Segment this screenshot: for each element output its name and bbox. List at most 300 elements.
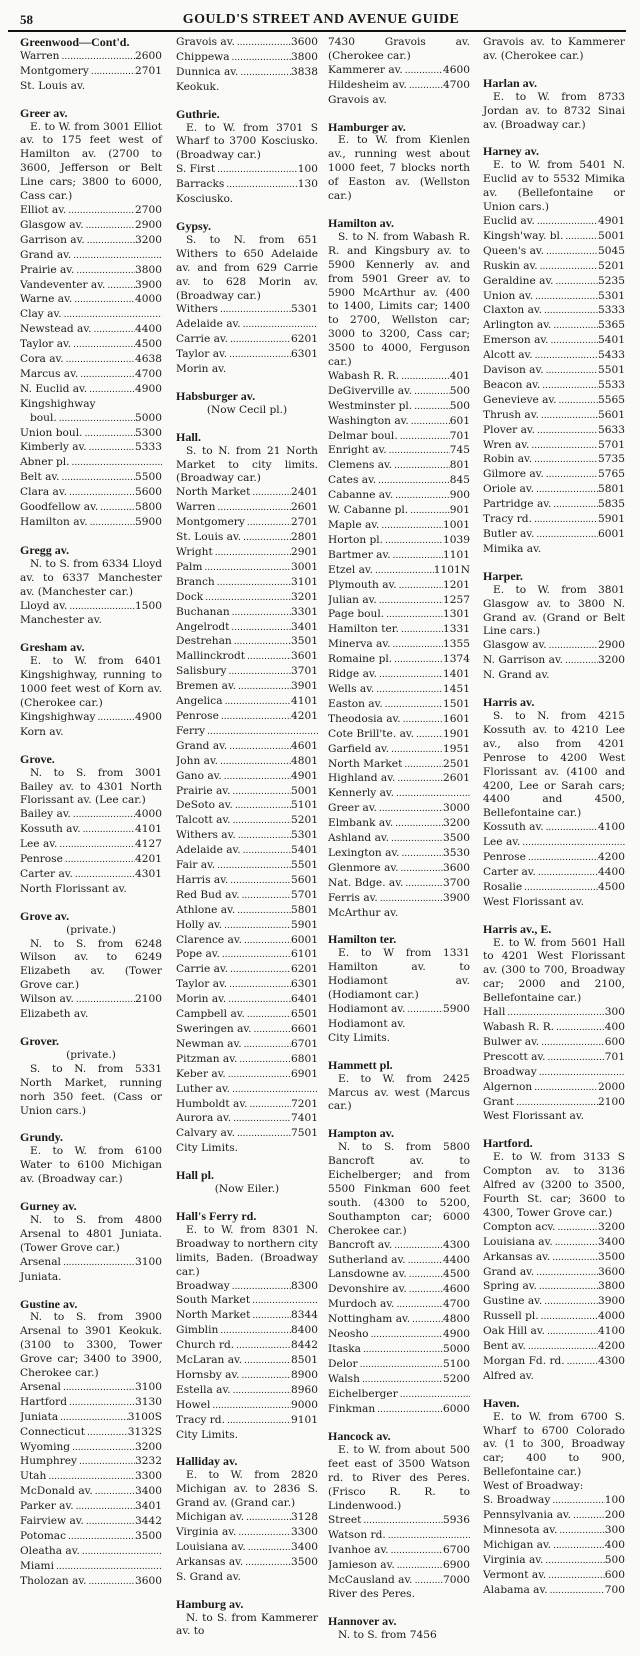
- street-description: N. to S. from Kammerer av. to: [176, 1611, 318, 1638]
- house-number: 1101: [443, 548, 470, 561]
- cross-street-name: Tholozan av.: [20, 1574, 87, 1587]
- cross-street-name: Wren av.: [483, 438, 530, 451]
- house-number: 3901: [291, 680, 318, 693]
- cross-street-row: [483, 349, 625, 364]
- street-description: N. to S. from 3900 Arsenal to 3901 Keokuk. (3100 to 3300, Tower Grove car; 3400 to 3900, Cherokee car.): [20, 1311, 162, 1380]
- cross-street-row: [176, 486, 318, 501]
- leader-dots: [411, 415, 450, 430]
- cross-street-name: Athlone av.: [176, 903, 236, 916]
- cross-street-row: [176, 919, 318, 934]
- cross-street-name: Julian av.: [328, 593, 377, 606]
- cross-street-name: Nat. Bdge. av.: [328, 876, 404, 889]
- street-entry: [176, 1169, 318, 1197]
- cross-street-name: Ridge av.: [328, 668, 377, 681]
- cross-street-name: Elizabeth av.: [20, 1008, 89, 1021]
- house-number: 5401: [598, 334, 625, 347]
- cross-street-row: [176, 1511, 318, 1526]
- cross-street-row: [483, 260, 625, 275]
- house-number: 3800: [291, 50, 318, 63]
- cross-street-row: [483, 1221, 625, 1236]
- leader-dots: [217, 163, 298, 178]
- leader-dots: [63, 1256, 135, 1271]
- leader-dots: [397, 1559, 443, 1574]
- leader-dots: [87, 1426, 128, 1441]
- cross-street-row: [20, 808, 162, 823]
- house-number: 4127: [135, 838, 162, 851]
- cross-street-row: [176, 993, 318, 1008]
- house-number: 4700: [135, 367, 162, 380]
- leader-dots: [559, 1524, 604, 1539]
- leader-dots: [557, 1221, 598, 1236]
- house-number: 3400: [291, 1540, 318, 1553]
- cross-street-name: Horton pl.: [328, 533, 384, 546]
- cross-street-name: Hodiamont av.: [328, 1017, 406, 1030]
- leader-dots: [534, 1081, 598, 1096]
- cross-street-name: Emerson av.: [483, 334, 549, 347]
- house-number: 1355: [443, 638, 470, 651]
- leader-dots: [380, 892, 443, 907]
- cross-street-name: Grand av.: [20, 248, 72, 261]
- cross-street-name: Hall: [483, 1006, 506, 1019]
- cross-street-name: Page boul.: [328, 608, 385, 621]
- cross-street-row: [328, 1403, 470, 1418]
- cross-street-row: [483, 1266, 625, 1281]
- cross-street-row: [328, 385, 470, 400]
- house-number: 4500: [443, 1268, 470, 1281]
- leader-dots: [60, 1411, 128, 1426]
- street-entry: [176, 390, 318, 418]
- cross-street-row: [328, 370, 470, 385]
- house-number: 5900: [443, 1003, 470, 1015]
- cross-street-name: Clay av.: [20, 308, 62, 321]
- house-number: 400: [604, 1021, 625, 1033]
- cross-street-name: Hamilton ter.: [328, 623, 399, 636]
- house-number: 5401: [291, 844, 318, 857]
- house-number: 4200: [598, 851, 625, 864]
- column-3: [328, 36, 470, 1656]
- cross-street-row: [176, 516, 318, 531]
- house-number: 100: [297, 163, 318, 176]
- cross-street-name: Plover av.: [483, 423, 535, 436]
- cross-street-name: Arkansas av.: [176, 1555, 244, 1568]
- cross-street-name: Elmbank av.: [328, 817, 394, 830]
- cross-street-row: [328, 817, 470, 832]
- cross-street-row: [483, 1280, 625, 1295]
- street-description: E. to W. from 6700 S. Wharf to 6700 Colorado av. (1 to 300, Broadway car; 400 to 900, Bellefontaine car.): [483, 1410, 625, 1479]
- cross-street-name: Dock: [176, 590, 204, 603]
- leader-dots: [402, 847, 444, 862]
- cross-street-name: Humphrey: [20, 1455, 78, 1468]
- leader-dots: [573, 1509, 605, 1524]
- cross-street-name: Ruskin av.: [483, 259, 538, 272]
- house-number: 4000: [135, 808, 162, 821]
- cross-street-name: Partridge av.: [483, 498, 552, 511]
- cross-street-row: [483, 1355, 625, 1370]
- cross-street-row: [483, 483, 625, 498]
- cross-street-name: Glasgow av.: [483, 639, 547, 652]
- cross-street-name: Cote Brill'te. av.: [328, 727, 414, 740]
- cross-street-name: Kennerly av.: [328, 787, 395, 800]
- cross-street-row: [483, 866, 625, 881]
- house-number: 6201: [291, 333, 318, 346]
- house-number: 300: [604, 1523, 625, 1536]
- leader-dots: [232, 1280, 291, 1295]
- street-note: (private.): [66, 923, 116, 936]
- leader-dots: [391, 743, 443, 758]
- cross-street-row: [20, 65, 162, 80]
- leader-dots: [394, 653, 443, 668]
- house-number: 4300: [443, 1238, 470, 1251]
- cross-street-row: [176, 799, 318, 814]
- leader-dots: [228, 665, 291, 680]
- cross-street-name: Highland av.: [328, 772, 396, 785]
- house-number: 5333: [135, 441, 162, 454]
- house-number: 5701: [598, 438, 625, 451]
- cross-street-name: Broadway: [176, 1279, 230, 1292]
- leader-dots: [546, 245, 598, 260]
- cross-street-name: John av.: [176, 754, 219, 767]
- leader-dots: [414, 400, 450, 415]
- leader-dots: [63, 1381, 135, 1396]
- street-entry: [483, 1137, 625, 1383]
- cross-street-row: [20, 614, 162, 628]
- cross-street-row: [176, 814, 318, 829]
- house-number: 5565: [598, 393, 625, 406]
- cross-street-row: [176, 785, 318, 800]
- house-number: 4400: [443, 1253, 470, 1266]
- cross-street-name: Theodosia av.: [328, 712, 401, 725]
- cross-street-row: [20, 368, 162, 383]
- cross-street-name: Penrose: [483, 851, 526, 864]
- leader-dots: [546, 364, 598, 379]
- cross-street-name: City Limits.: [176, 1428, 239, 1441]
- leader-dots: [221, 710, 291, 725]
- cross-street-row: [328, 1239, 470, 1254]
- street-entry: [483, 696, 625, 910]
- cross-street-row: [176, 1053, 318, 1068]
- cross-street-name: Devonshire av.: [328, 1283, 407, 1296]
- cross-street-row: [176, 740, 318, 755]
- cross-street-row: [20, 516, 162, 531]
- street-note: (Now Cecil pl.): [206, 403, 288, 416]
- cross-street-name: Alcott av.: [483, 349, 533, 362]
- cross-street-row: [328, 519, 470, 534]
- house-number: 1039: [443, 533, 470, 546]
- leader-dots: [556, 1021, 605, 1036]
- cross-street-row: [20, 868, 162, 883]
- cross-street-row: [20, 1441, 162, 1456]
- leader-dots: [69, 486, 135, 501]
- cross-street-row: [483, 1081, 625, 1096]
- leader-dots: [363, 1343, 443, 1358]
- house-number: 130: [297, 178, 318, 191]
- cross-street-row: [328, 400, 470, 415]
- leader-dots: [86, 219, 135, 234]
- street-description: E. to W. from 3801 Glasgow av. to 3800 N. Grand av. (Grand or Belt Line cars.): [483, 583, 625, 638]
- cross-street-row: [176, 318, 318, 333]
- leader-dots: [397, 772, 443, 787]
- cross-street-name: Fair av.: [176, 859, 216, 872]
- house-number: 4500: [598, 880, 625, 893]
- cross-street-name: Grand av.: [176, 739, 228, 752]
- cross-street-name: Finkman: [328, 1402, 376, 1415]
- cross-street-row: [483, 1036, 625, 1051]
- leader-dots: [394, 1239, 443, 1254]
- house-number: 2900: [135, 218, 162, 231]
- street-entry: [483, 36, 625, 64]
- house-number: 4200: [598, 1340, 625, 1353]
- cross-street-row: [20, 427, 162, 442]
- cross-street-name: Cabanne av.: [328, 489, 394, 502]
- cross-street-row: [483, 424, 625, 439]
- cross-street-row: [176, 1127, 318, 1142]
- cross-street-row: [20, 471, 162, 486]
- cross-street-row: [483, 1539, 625, 1554]
- house-number: 8442: [291, 1339, 318, 1352]
- cross-street-row: [20, 1396, 162, 1411]
- cross-street-row: [176, 1354, 318, 1369]
- cross-street-name: S. Grand av.: [176, 1570, 241, 1583]
- cross-street-row: [176, 1324, 318, 1339]
- cross-street-row: [20, 1575, 162, 1590]
- cross-street-name: Pennsylvania av.: [483, 1509, 571, 1521]
- street-name: Hamburger av.: [328, 119, 406, 134]
- cross-street-row: [483, 1554, 625, 1569]
- cross-street-row: [328, 743, 470, 758]
- house-number: 5001: [291, 784, 318, 797]
- cross-street-row: [176, 1399, 318, 1414]
- street-description: E. to W. from 5601 Hall to 4201 West Florissant av. (300 to 700, Broadway car; 2000 and 2100, Bellefontaine car.): [483, 936, 625, 1005]
- cross-street-name: Arsenal: [20, 1380, 61, 1393]
- cross-street-row: [20, 1530, 162, 1545]
- cross-street-name: Angelrodt: [176, 620, 230, 633]
- house-number: 5001: [598, 229, 625, 242]
- cross-street-row: [483, 364, 625, 379]
- cross-street-row: [483, 453, 625, 468]
- cross-street-name: Clara av.: [20, 486, 67, 499]
- house-number: 8900: [291, 1368, 318, 1381]
- leader-dots: [410, 504, 450, 519]
- leader-dots: [363, 1514, 443, 1529]
- leader-dots: [385, 698, 443, 713]
- leader-dots: [217, 859, 291, 874]
- leader-dots: [91, 65, 135, 80]
- cross-street-row: [176, 1294, 318, 1309]
- cross-street-row: [328, 534, 470, 549]
- cross-street-row: [176, 904, 318, 919]
- leader-dots: [394, 459, 450, 474]
- cross-street-row: [176, 66, 318, 81]
- house-number: 200: [604, 1509, 625, 1521]
- house-number: 4300: [598, 1354, 625, 1367]
- leader-dots: [378, 474, 450, 489]
- cross-street-name: Juniata.: [20, 1270, 62, 1283]
- house-number: 3001: [291, 560, 318, 573]
- street-entry: [20, 1200, 162, 1284]
- house-number: 4601: [291, 739, 318, 752]
- cross-street-name: West Florissant av.: [483, 895, 584, 908]
- cross-street-row: [176, 531, 318, 546]
- house-number: 2901: [291, 546, 318, 558]
- cross-street-row: [483, 836, 625, 851]
- street-name: Harney av.: [483, 144, 539, 159]
- street-name: Hartford.: [483, 1136, 533, 1151]
- leader-dots: [89, 383, 135, 398]
- page-header: [20, 12, 622, 32]
- cross-street-row: [328, 638, 470, 653]
- cross-street-name: Humboldt av.: [176, 1097, 248, 1110]
- house-number: 3300: [291, 1526, 318, 1538]
- house-number: 4100: [598, 821, 625, 834]
- cross-street-row: [20, 993, 162, 1008]
- street-description: E. to W. from 8733 Jordan av. to 8732 Sinai av. (Broadway car.): [483, 90, 625, 131]
- house-number: 7501: [291, 1127, 318, 1140]
- cross-street-row: [176, 859, 318, 874]
- house-number: 3900: [135, 278, 162, 291]
- house-number: 1500: [135, 599, 162, 612]
- cross-street-row: [328, 1343, 470, 1358]
- leader-dots: [567, 1355, 598, 1370]
- cross-street-row: [328, 79, 470, 94]
- street-description: E. to W. from 2425 Marcus av. west (Marcus car.): [328, 1072, 470, 1113]
- leader-dots: [236, 1339, 291, 1354]
- leader-dots: [400, 1388, 470, 1403]
- leader-dots: [227, 1414, 291, 1429]
- cross-street-name: Morgan Fd. rd.: [483, 1354, 565, 1367]
- cross-street-name: Itaska: [328, 1342, 361, 1355]
- street-entry: [328, 1430, 470, 1602]
- street-entry: [328, 121, 470, 204]
- cross-street-name: McCausland av.: [328, 1573, 413, 1586]
- cross-street-row: [483, 1110, 625, 1124]
- cross-street-row: [328, 1388, 470, 1403]
- street-entry: [20, 753, 162, 897]
- leader-dots: [252, 486, 291, 501]
- cross-street-name: Buchanan: [176, 605, 230, 618]
- cross-street-name: Belt av.: [20, 471, 60, 484]
- street-note: (Now Eiler.): [214, 1183, 280, 1196]
- house-number: 3130: [135, 1395, 162, 1408]
- house-number: 4600: [443, 63, 470, 76]
- cross-street-row: [328, 907, 470, 921]
- cross-street-row: [483, 245, 625, 260]
- cross-street-name: Korn av.: [20, 725, 64, 738]
- cross-street-name: Alabama av.: [483, 1583, 548, 1596]
- cross-street-row: [176, 1369, 318, 1384]
- cross-street-name: Eichelberger: [328, 1387, 398, 1400]
- cross-street-row: [328, 444, 470, 459]
- leader-dots: [415, 1574, 443, 1589]
- cross-street-row: [20, 353, 162, 368]
- leader-dots: [241, 1369, 291, 1384]
- house-number: 3200: [443, 817, 470, 830]
- cross-street-row: [483, 881, 625, 896]
- cross-street-row: [176, 51, 318, 66]
- house-number: 5000: [135, 411, 162, 424]
- cross-street-name: River des Peres.: [328, 1588, 415, 1601]
- leader-dots: [551, 334, 599, 349]
- leader-dots: [537, 424, 598, 439]
- cross-street-name: Michigan av.: [176, 1511, 245, 1524]
- leader-dots: [548, 1051, 605, 1066]
- house-number: 6900: [443, 1558, 470, 1571]
- house-number: 3128: [291, 1511, 318, 1524]
- leader-dots: [392, 638, 443, 653]
- leader-dots: [95, 1485, 135, 1500]
- leader-dots: [379, 594, 443, 609]
- leader-dots: [224, 919, 291, 934]
- cross-street-row: [328, 1003, 470, 1018]
- house-number: 3601: [291, 650, 318, 663]
- cross-street-row: [176, 1142, 318, 1156]
- leader-dots: [79, 1455, 135, 1470]
- house-number: 500: [604, 1553, 625, 1566]
- house-number: 4901: [598, 214, 625, 227]
- cross-street-name: North Market: [176, 486, 251, 499]
- leader-dots: [220, 303, 291, 318]
- leader-dots: [233, 1112, 291, 1127]
- street-entry: [328, 1059, 470, 1115]
- house-number: 845: [449, 474, 470, 487]
- cross-street-name: Destrehan: [176, 635, 232, 648]
- cross-street-row: [328, 728, 470, 743]
- cross-street-name: Minerva av.: [328, 638, 391, 651]
- cross-street-name: Estella av.: [176, 1383, 231, 1396]
- leader-dots: [407, 1003, 443, 1018]
- cross-street-row: [176, 561, 318, 576]
- leader-dots: [391, 832, 443, 847]
- house-number: 3530: [443, 846, 470, 859]
- cross-street-row: [176, 348, 318, 363]
- cross-street-name: Wilson av.: [20, 993, 74, 1006]
- house-number: 3700: [443, 876, 470, 889]
- cross-street-row: [483, 1524, 625, 1539]
- cross-street-name: Carrie av.: [176, 333, 228, 346]
- cross-street-row: [483, 1340, 625, 1355]
- leader-dots: [252, 1294, 318, 1309]
- house-number: 500: [449, 399, 470, 412]
- cross-street-row: [328, 1313, 470, 1328]
- cross-street-name: Gustine av.: [483, 1295, 543, 1308]
- cross-street-name: Wright: [176, 546, 213, 558]
- cross-street-name: West Florissant av.: [483, 1110, 584, 1123]
- cross-street-row: [20, 279, 162, 294]
- street-entry: [328, 1615, 470, 1643]
- house-number: 3132S: [127, 1425, 162, 1438]
- street-entry: [20, 1131, 162, 1187]
- cross-street-name: Tracy rd.: [483, 513, 532, 526]
- street-name: Hamilton ter.: [328, 932, 397, 947]
- leader-dots: [244, 934, 291, 949]
- leader-dots: [249, 1098, 291, 1113]
- street-name: Grove av.: [20, 908, 70, 923]
- cross-street-name: Kingshighway: [20, 710, 96, 723]
- leader-dots: [233, 814, 291, 829]
- house-number: 6101: [291, 948, 318, 961]
- cross-street-name: Hartford: [20, 1395, 68, 1408]
- cross-street-name: Kosciusko.: [176, 193, 234, 206]
- cross-street-row: [176, 606, 318, 621]
- leader-dots: [87, 234, 135, 249]
- cross-street-row: [328, 1373, 470, 1388]
- cross-street-name: Barracks: [176, 178, 225, 191]
- house-number: 3201: [291, 590, 318, 603]
- house-number: 5301: [598, 289, 625, 302]
- house-number: 3800: [598, 1280, 625, 1293]
- cross-street-row: [483, 1051, 625, 1066]
- leader-dots: [360, 1358, 443, 1373]
- cross-street-name: Sweringen av.: [176, 1023, 252, 1035]
